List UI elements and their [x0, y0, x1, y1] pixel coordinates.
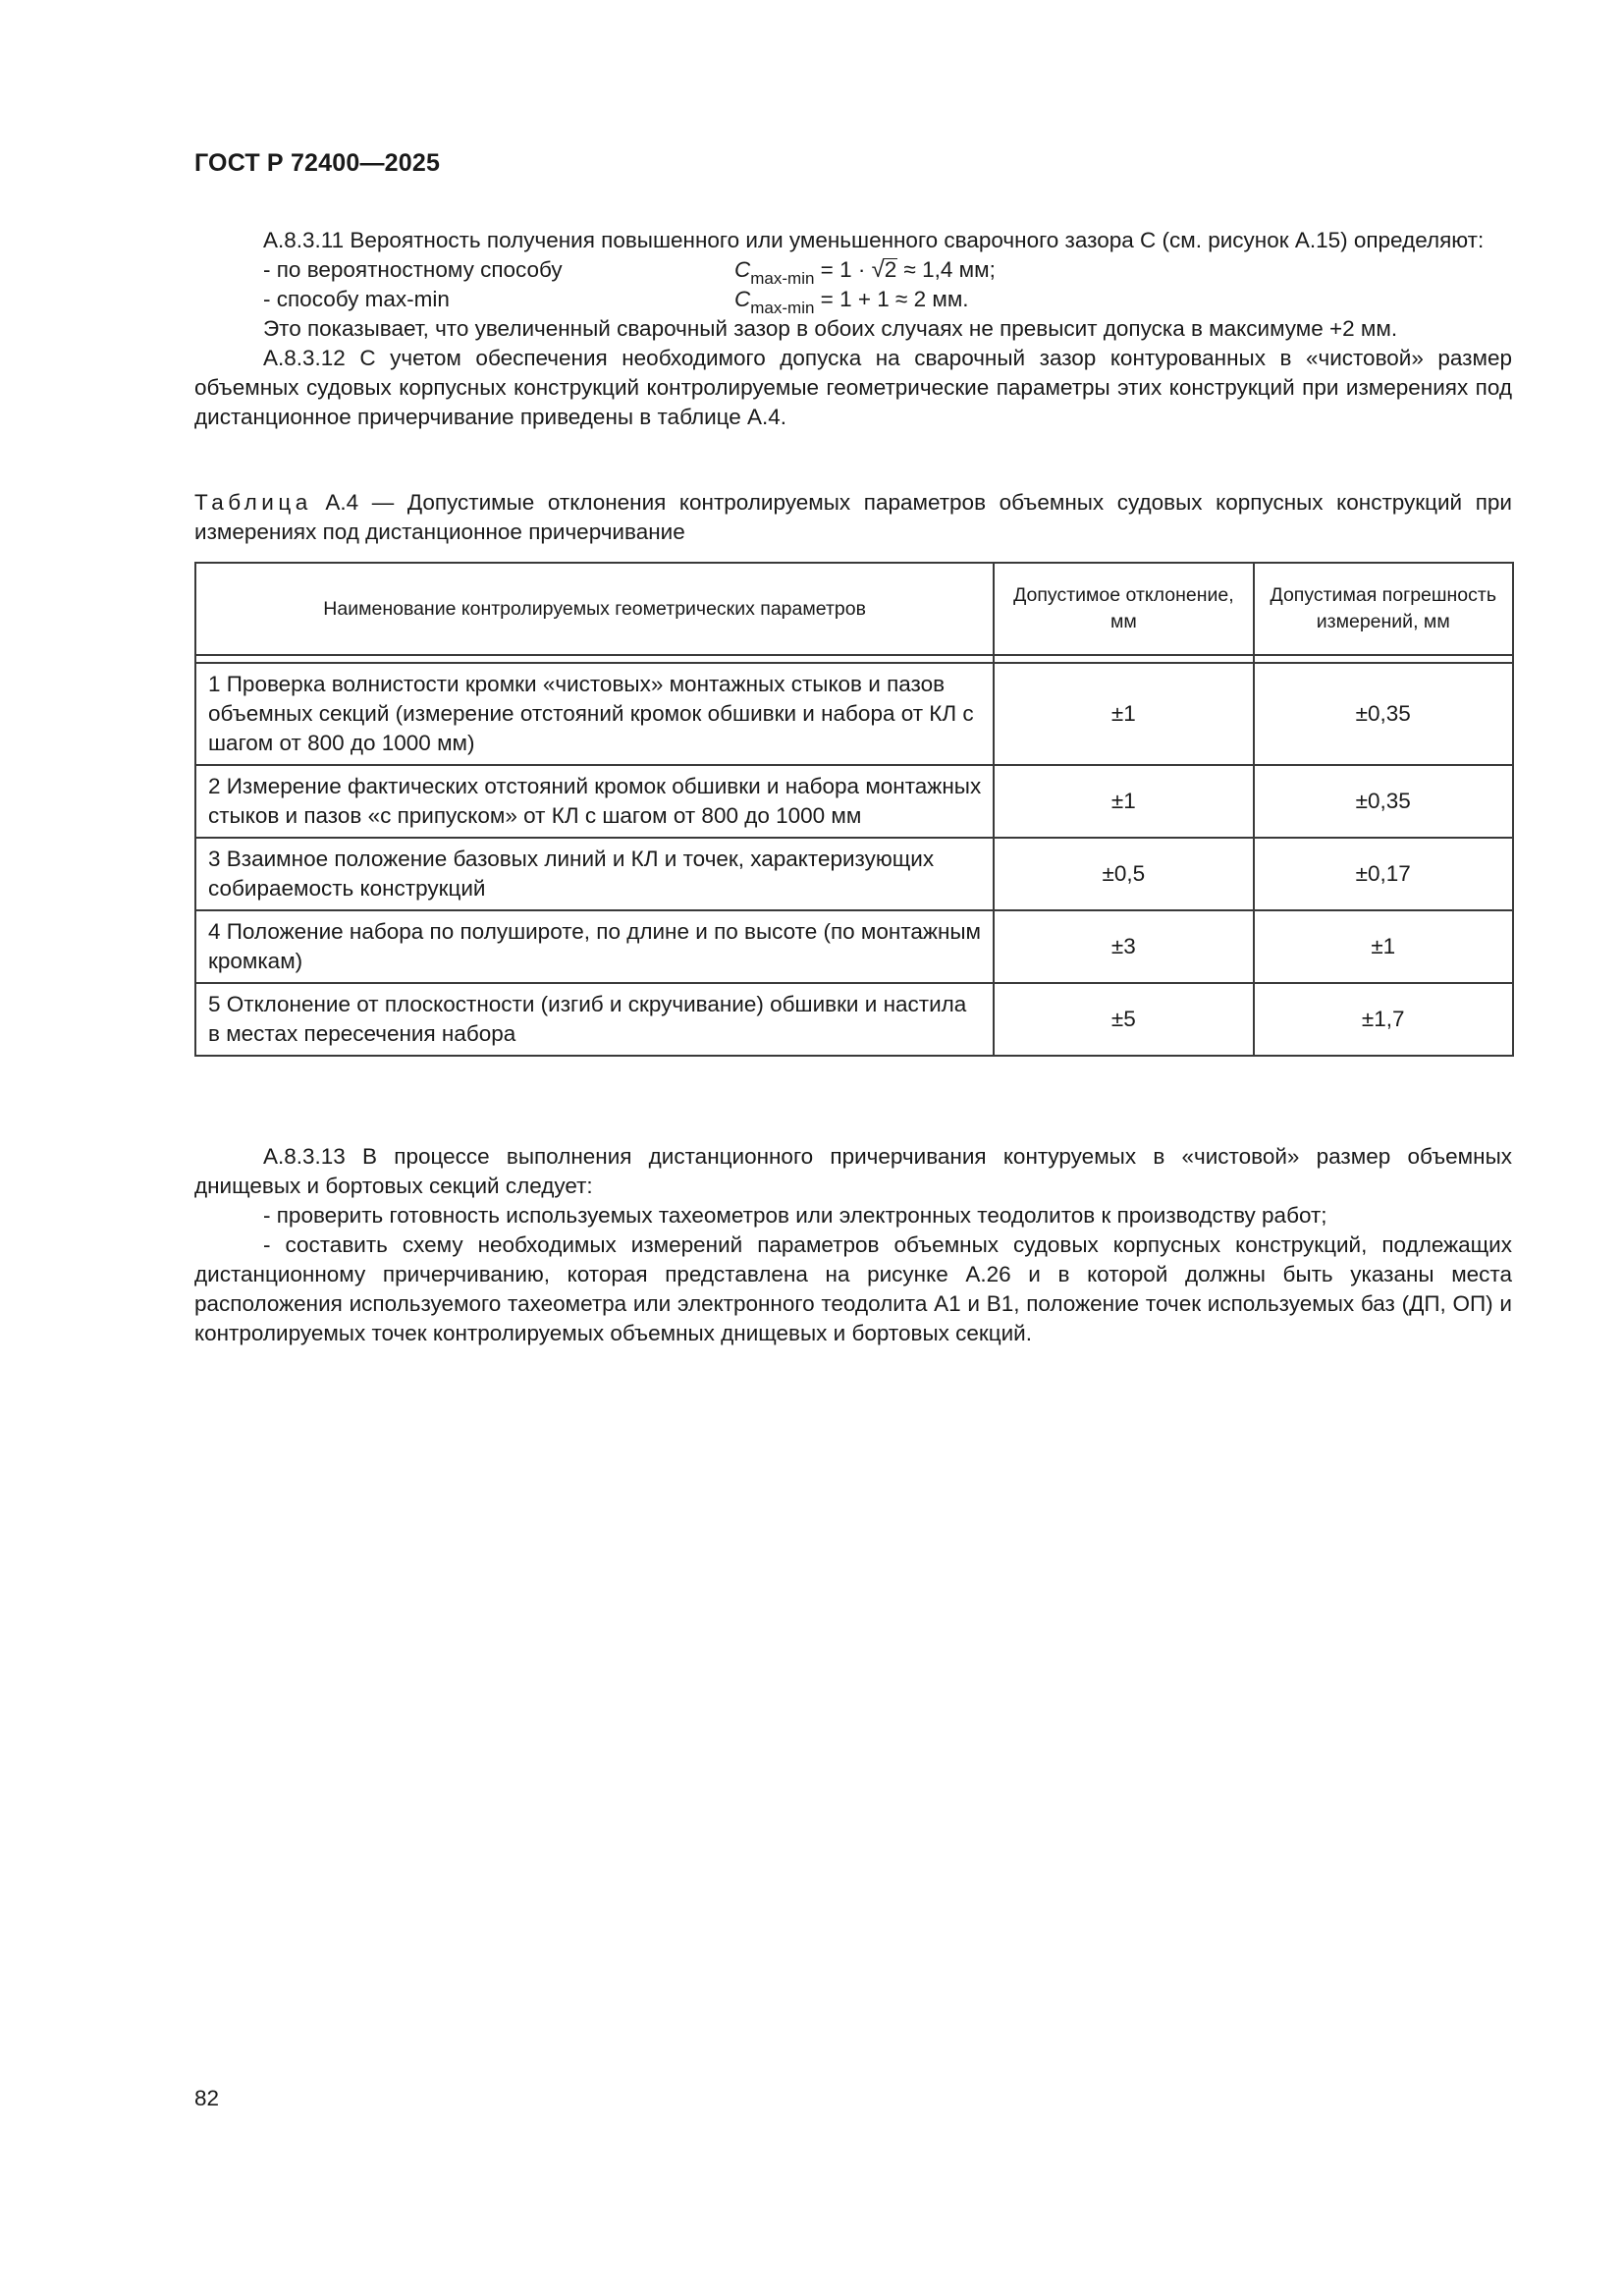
table-caption — [194, 488, 1512, 547]
table-row — [195, 983, 1513, 1056]
error-cell: ±1 — [1254, 910, 1514, 983]
column-header-parameter: Наименование контролируемых геометрических параметров — [195, 563, 994, 655]
document-header: ГОСТ Р 72400—2025 — [194, 149, 441, 177]
section-a-8-3-13 — [194, 1142, 1512, 1348]
paragraph-conclusion: Это показывает, что увеличенный сварочный зазор в обоих случаях не превысит допуска в максимуме +2 мм. — [263, 316, 1398, 341]
formula-row-max-min — [194, 285, 1512, 317]
deviation-cell: ±5 — [994, 983, 1253, 1056]
list-item-check-instruments: - проверить готовность используемых тахеометров или электронных теодолитов к производству работ; — [263, 1203, 1327, 1228]
section-a-8-3-11 — [194, 226, 1512, 432]
deviation-cell: ±0,5 — [994, 838, 1253, 910]
formula-label: - по вероятностному способу — [263, 257, 563, 282]
table-caption-text: А.4 — Допустимые отклонения контролируемых параметров объемных судовых корпусных конструкций при измерениях под дистанционное причерчивание — [194, 490, 1512, 544]
paragraph-a-8-3-12: А.8.3.12 С учетом обеспечения необходимого допуска на сварочный зазор контурованных в «чистовой» размер объемных судовых корпусных конструкций контролируемые геометрические параметры этих конструкций при измерениях под дистанционное причерчивание приведены в таблице А.4. — [194, 346, 1512, 429]
parameter-cell: 3 Взаимное положение базовых линий и КЛ и точек, характеризующих собираемость конструкций — [195, 838, 994, 910]
error-cell: ±1,7 — [1254, 983, 1514, 1056]
sqrt-icon: √ — [871, 256, 885, 283]
error-cell: ±0,17 — [1254, 838, 1514, 910]
deviation-cell: ±1 — [994, 663, 1253, 765]
table-row — [195, 910, 1513, 983]
column-header-error: Допустимая погрешность измерений, мм — [1254, 563, 1514, 655]
formula-subscript: max-min — [750, 299, 815, 317]
parameter-cell: 1 Проверка волнистости кромки «чистовых» монтажных стыков и пазов объемных секций (измерение отстояний кромок обшивки и набора от КЛ с шагом от 800 до 1000 мм) — [195, 663, 994, 765]
column-header-deviation: Допустимое отклонение, мм — [994, 563, 1253, 655]
error-cell: ±0,35 — [1254, 765, 1514, 838]
formula-label: - способу max-min — [263, 287, 450, 311]
table-header-separator — [195, 655, 1513, 663]
formula-variable: C — [734, 257, 751, 282]
formula-expression: = 1 + 1 ≈ 2 мм. — [814, 287, 969, 311]
error-cell: ±0,35 — [1254, 663, 1514, 765]
table-row — [195, 663, 1513, 765]
table-row — [195, 838, 1513, 910]
formula — [734, 255, 996, 288]
formula-radicand: 2 — [884, 257, 897, 282]
formula — [734, 285, 969, 317]
tolerance-table — [194, 562, 1514, 1057]
parameter-cell: 2 Измерение фактических отстояний кромок обшивки и набора монтажных стыков и пазов «с припуском» от КЛ с шагом от 800 до 1000 мм — [195, 765, 994, 838]
deviation-cell: ±3 — [994, 910, 1253, 983]
formula-row-probabilistic — [194, 255, 1512, 288]
formula-subscript: max-min — [750, 269, 815, 288]
table-row — [195, 765, 1513, 838]
paragraph-a-8-3-13: А.8.3.13 В процессе выполнения дистанционного причерчивания контуруемых в «чистовой» размер объемных днищевых и бортовых секций следует: — [194, 1144, 1512, 1198]
page-number: 82 — [194, 2086, 220, 2110]
table-caption-label: Таблица — [194, 490, 312, 515]
paragraph-a-8-3-11: А.8.3.11 Вероятность получения повышенного или уменьшенного сварочного зазора С (см. рисунок А.15) определяют: — [263, 228, 1485, 252]
formula-variable: C — [734, 287, 751, 311]
parameter-cell: 5 Отклонение от плоскостности (изгиб и скручивание) обшивки и настила в местах пересечения набора — [195, 983, 994, 1056]
deviation-cell: ±1 — [994, 765, 1253, 838]
formula-expression: = 1 · — [814, 257, 872, 282]
table-header-row — [195, 563, 1513, 655]
list-item-measurement-scheme: - составить схему необходимых измерений параметров объемных судовых корпусных конструкций, подлежащих дистанционному причерчиванию, которая представлена на рисунке А.26 и в которой должны быть указаны места расположения используемого тахеометра или электронного теодолита А1 и В1, положение точек используемых баз (ДП, ОП) и контролируемых точек контролируемых объемных днищевых и бортовых секций. — [194, 1232, 1512, 1345]
formula-result: ≈ 1,4 мм; — [897, 257, 996, 282]
parameter-cell: 4 Положение набора по полушироте, по длине и по высоте (по монтажным кромкам) — [195, 910, 994, 983]
